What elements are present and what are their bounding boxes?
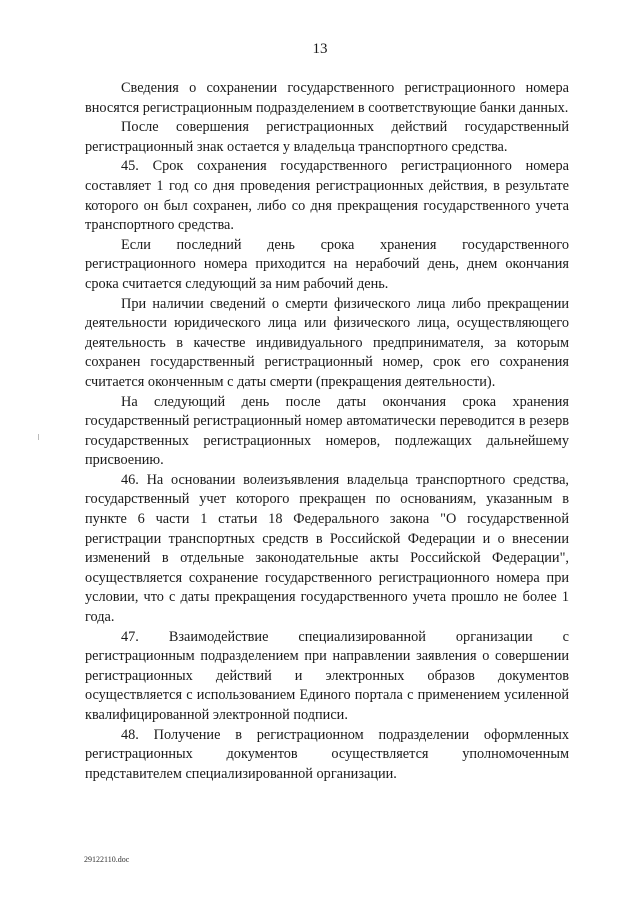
paragraph-48: 48. Получение в регистрационном подразделении оформленных регистрационных документов осуществляется уполномоченным представителем специализированной организации. xyxy=(85,726,569,782)
paragraph-2: После совершения регистрационных действий государственный регистрационный знак остается у владельца транспортного средства. xyxy=(85,119,569,155)
paragraph-1: Сведения о сохранении государственного регистрационного номера вносятся регистрационным подразделением в соответствующие банки данных. xyxy=(85,80,569,116)
paragraph-45: 45. Срок сохранения государственного регистрационного номера составляет 1 год со дня проведения регистрационных действия, в результате которого он был сохранен, либо со дня прекращения государственного учета транспортного средства. xyxy=(85,158,569,234)
paragraph-45-reserve: На следующий день после даты окончания срока хранения государственный регистрационный номер автоматически переводится в резерв государственных регистрационных номеров, подлежащих дальнейшему присвоению. xyxy=(85,393,569,469)
paragraph-46: 46. На основании волеизъявления владельца транспортного средства, государственный учет которого прекращен по основаниям, указанным в пункте 6 части 1 статьи 18 Федерального закона "О государственной регистрации транспортных средств в Российской Федерации и о внесении изменений в отдельные законодательные акты Российской Федерации", осуществляется сохранение государственного регистрационного номера при условии, что с даты прекращения государственного учета прошло не более 1 года. xyxy=(85,471,569,626)
page-number: 13 xyxy=(312,41,328,57)
footer-file-code: 29122110.doc xyxy=(84,855,130,864)
margin-mark xyxy=(38,434,39,440)
document-body xyxy=(85,79,569,784)
paragraph-45-deadline: Если последний день срока хранения государственного регистрационного номера приходится на нерабочий день, днем окончания срока считается следующий за ним рабочий день. xyxy=(85,236,569,292)
paragraph-45-death: При наличии сведений о смерти физического лица либо прекращении деятельности юридического лица или физического лица, осуществляющего деятельность в качестве индивидуального предпринимателя, за которым сохранен государственный регистрационный номер, срок его сохранения считается оконченным с даты смерти (прекращения деятельности). xyxy=(85,295,569,390)
paragraph-47: 47. Взаимодействие специализированной организации с регистрационным подразделением при направлении заявления о совершении регистрационных действий и электронных образов документов осуществляется с использованием Единого портала с применением усиленной квалифицированной электронной подписи. xyxy=(85,628,569,723)
